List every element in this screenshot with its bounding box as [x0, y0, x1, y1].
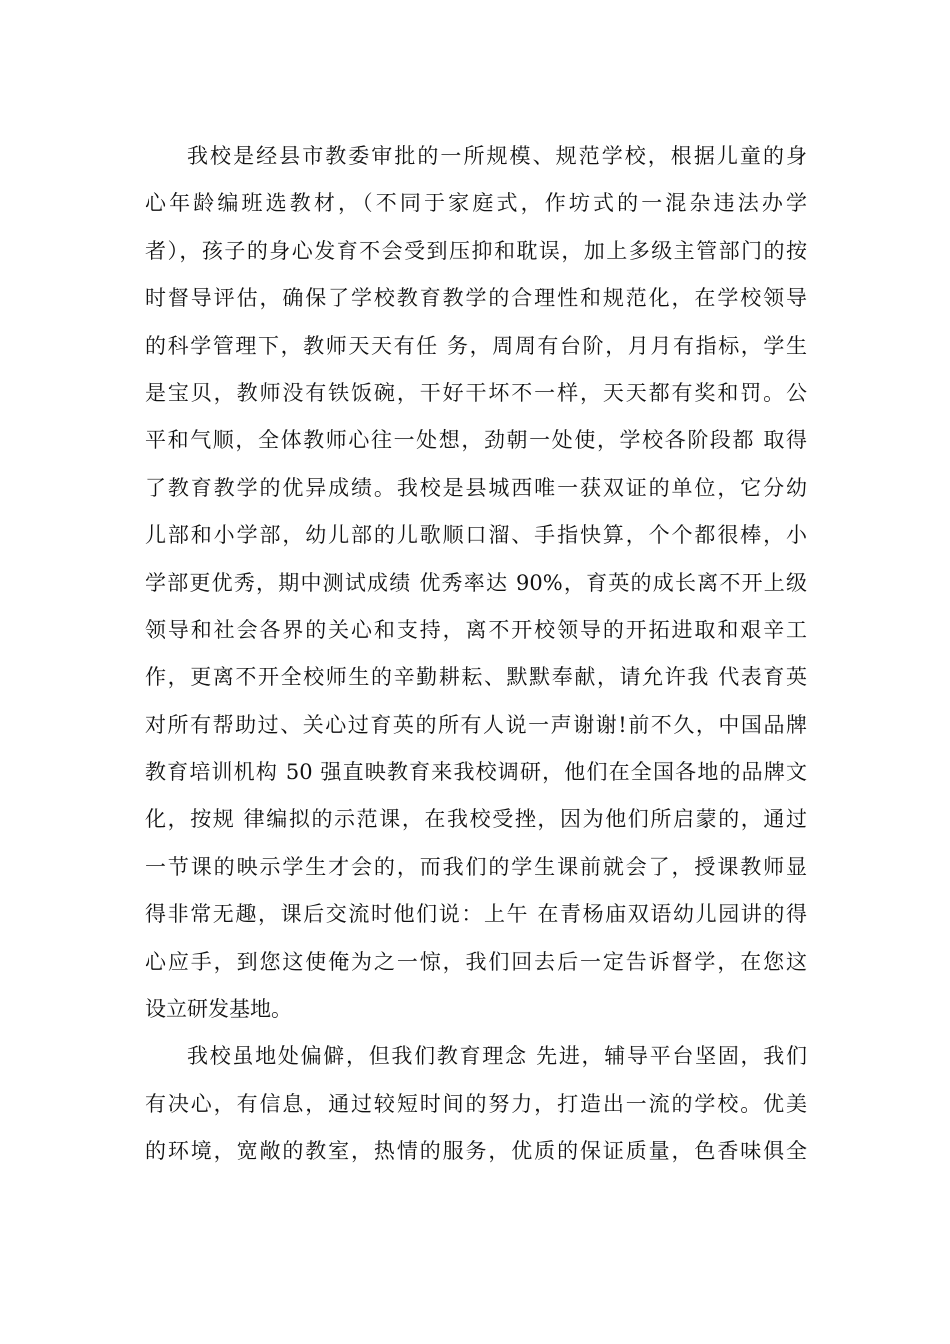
text-line: 得非常无趣，课后交流时他们说：上午 在青杨庙双语幼儿园讲的得 — [145, 902, 807, 927]
text-line: 儿部和小学部，幼儿部的儿歌顺口溜、手指快算，个个都很棒，小 — [145, 523, 807, 548]
paragraph-2 — [145, 1033, 807, 1175]
text-line: 是宝贝，教师没有铁饭碗，干好干坏不一样，天天都有奖和罚。公 — [145, 380, 807, 405]
text-line: 一节课的映示学生才会的，而我们的学生课前就会了，授课教师显 — [145, 854, 807, 879]
text-line: 教育培训机构 50 强直映教育来我校调研，他们在全国各地的品牌文 — [145, 760, 807, 785]
text-line: 化，按规 律编拟的示范课，在我校受挫，因为他们所启蒙的，通过 — [145, 807, 807, 832]
paragraph-1 — [145, 133, 807, 1033]
text-line: 的科学管理下，教师天天有任 务，周周有台阶，月月有指标，学生 — [145, 333, 807, 358]
text-line: 心年龄编班选教材，（不同于家庭式，作坊式的一混杂违法办学 — [145, 191, 807, 216]
text-line: 我校是经县市教委审批的一所规模、规范学校，根据儿童的身 — [187, 144, 807, 168]
document-page — [145, 133, 807, 1176]
text-line: 时督导评估，确保了学校教育教学的合理性和规范化，在学校领导 — [145, 286, 807, 311]
text-line: 心应手，到您这使俺为之一惊，我们回去后一定告诉督学，在您这 — [145, 949, 807, 974]
text-line: 设立研发基地。 — [145, 997, 292, 1022]
text-line: 作，更离不开全校师生的辛勤耕耘、默默奉献，请允许我 代表育英 — [145, 665, 807, 690]
text-line: 了教育教学的优异成绩。我校是县城西唯一获双证的单位，它分幼 — [145, 475, 807, 500]
text-line: 学部更优秀，期中测试成绩 优秀率达 90%，育英的成长离不开上级 — [145, 570, 807, 595]
text-line: 者），孩子的身心发育不会受到压抑和耽误，加上多级主管部门的按 — [145, 238, 807, 263]
text-line: 我校虽地处偏僻，但我们教育理念 先进，辅导平台坚固，我们 — [187, 1044, 807, 1069]
text-line: 有决心，有信息，通过较短时间的努力，打造出一流的学校。优美 — [145, 1091, 807, 1116]
text-line: 平和气顺，全体教师心往一处想，劲朝一处使，学校各阶段都 取得 — [145, 428, 807, 453]
text-line: 对所有帮助过、关心过育英的所有人说一声谢谢!前不久，中国品牌 — [145, 712, 807, 737]
text-line: 的环境，宽敞的教室，热情的服务，优质的保证质量，色香味俱全 — [145, 1139, 807, 1164]
text-line: 领导和社会各界的关心和支持，离不开校领导的开拓进取和艰辛工 — [145, 617, 807, 642]
